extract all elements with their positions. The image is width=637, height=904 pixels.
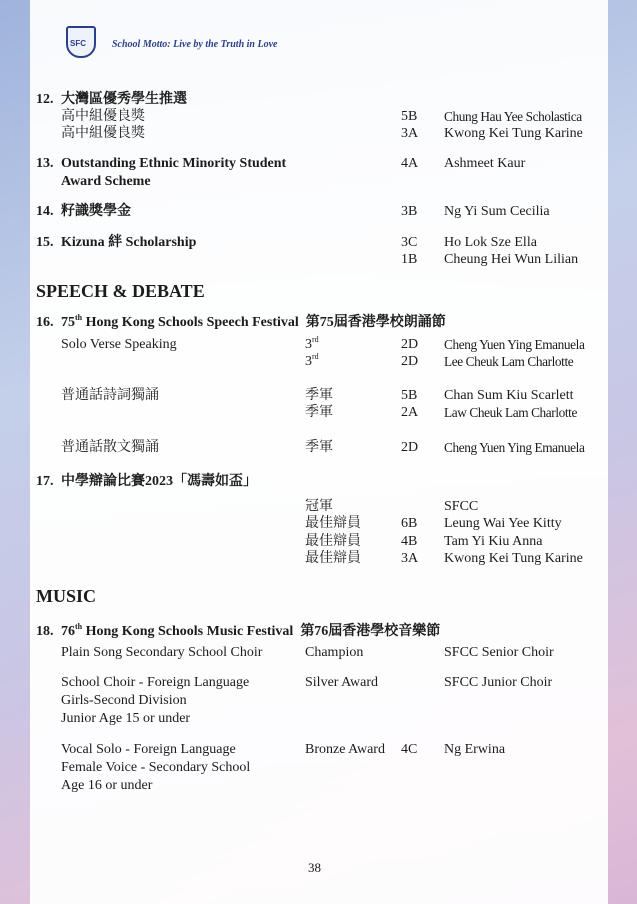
item-number: 18. (36, 624, 54, 639)
item-number: 12. (36, 92, 54, 107)
item-title: 大灣區優秀學生推選 (61, 92, 187, 107)
student-name: SFCC Senior Choir (444, 645, 554, 660)
category-label: Vocal Solo - Foreign Language (61, 742, 236, 757)
award-ordinal: 3 (305, 354, 312, 369)
item-title: Kizuna 絆 Scholarship (61, 235, 197, 250)
category-label: Solo Verse Speaking (61, 337, 177, 352)
class-code: 5B (401, 109, 418, 124)
category-label-line3: Junior Age 15 or under (61, 711, 191, 726)
item-title: 籽識獎學金 (61, 204, 131, 219)
class-code: 5B (401, 388, 418, 403)
award-text: Bronze Award (305, 742, 385, 757)
category-label-line3: Age 16 or under (61, 778, 153, 793)
category-label-line2: Girls-Second Division (61, 693, 187, 708)
award-label: 高中組優良獎 (61, 126, 145, 141)
festival-ordinal: 76 (61, 624, 75, 639)
student-name: Lee Cheuk Lam Charlotte (444, 354, 574, 369)
festival-title: Hong Kong Schools Music Festival (85, 624, 294, 639)
category-label-line2: Female Voice - Secondary School (61, 760, 251, 775)
award-text: Silver Award (305, 675, 378, 690)
festival-title-zh: 第76屆香港學校音樂節 (300, 624, 441, 639)
class-code: 4B (401, 534, 418, 549)
student-name: Chan Sum Kiu Scarlett (444, 388, 574, 403)
award-text: 最佳辯員 (305, 551, 361, 566)
ordinal-suffix: th (75, 622, 83, 631)
school-crest-logo (66, 26, 96, 58)
section-heading-speech-debate: SPEECH & DEBATE (36, 281, 205, 301)
award-ordinal: 3 (305, 337, 312, 352)
student-name: Tam Yi Kiu Anna (444, 534, 543, 549)
student-name: Cheung Hei Wun Lilian (444, 252, 579, 267)
section-heading-music: MUSIC (36, 586, 97, 606)
student-name: SFCC (444, 499, 479, 514)
award-ordinal-suffix: rd (312, 352, 319, 361)
class-code: 4C (401, 742, 418, 757)
item-title (61, 623, 440, 640)
festival-title: Hong Kong Schools Speech Festival (85, 315, 299, 330)
item-number: 14. (36, 204, 54, 219)
student-name: Cheng Yuen Ying Emanuela (444, 440, 585, 455)
award-label: 高中組優良獎 (61, 109, 145, 124)
item-title-line2: Award Scheme (61, 174, 151, 189)
award-text: 冠軍 (305, 499, 333, 514)
class-code: 3A (401, 551, 419, 566)
logo-lettering: SFC (70, 39, 86, 48)
class-code: 1B (401, 252, 418, 267)
award-text: 最佳辯員 (305, 534, 361, 549)
category-label: 普通話散文獨誦 (61, 440, 159, 455)
class-code: 4A (401, 156, 419, 171)
category-label: School Choir - Foreign Language (61, 675, 250, 690)
class-code: 2D (401, 354, 419, 369)
student-name: Kwong Kei Tung Karine (444, 551, 583, 566)
student-name: Kwong Kei Tung Karine (444, 126, 583, 141)
student-name: Law Cheuk Lam Charlotte (444, 405, 577, 420)
ordinal-suffix: th (75, 313, 83, 322)
award-text: 最佳辯員 (305, 516, 361, 531)
class-code: 2D (401, 440, 419, 455)
award-ordinal-suffix: rd (312, 335, 319, 344)
class-code: 2D (401, 337, 419, 352)
student-name: Ng Erwina (444, 742, 506, 757)
class-code: 3C (401, 235, 418, 250)
item-number: 13. (36, 156, 54, 171)
class-code: 2A (401, 405, 419, 420)
item-number: 16. (36, 315, 54, 330)
award-text: 季軍 (305, 388, 333, 403)
school-motto: School Motto: Live by the Truth in Love (112, 39, 278, 50)
student-name: Ho Lok Sze Ella (444, 235, 537, 250)
student-name: SFCC Junior Choir (444, 675, 553, 690)
category-label: 普通話詩詞獨誦 (61, 388, 159, 403)
award-text: Champion (305, 645, 364, 660)
class-code: 6B (401, 516, 418, 531)
award-text (305, 336, 319, 353)
student-name: Leung Wai Yee Kitty (444, 516, 562, 531)
festival-ordinal: 75 (61, 315, 75, 330)
award-text (305, 353, 319, 370)
student-name: Chung Hau Yee Scholastica (444, 109, 582, 124)
class-code: 3B (401, 204, 418, 219)
item-title (61, 314, 446, 331)
item-number: 15. (36, 235, 54, 250)
award-text: 季軍 (305, 440, 333, 455)
student-name: Ashmeet Kaur (444, 156, 526, 171)
item-title: 中學辯論比賽2023「馮壽如盃」 (61, 474, 257, 489)
award-text: 季軍 (305, 405, 333, 420)
category-label: Plain Song Secondary School Choir (61, 645, 263, 660)
item-title: Outstanding Ethnic Minority Student (61, 156, 287, 171)
student-name: Cheng Yuen Ying Emanuela (444, 337, 585, 352)
student-name: Ng Yi Sum Cecilia (444, 204, 550, 219)
class-code: 3A (401, 126, 419, 141)
page-number: 38 (308, 860, 321, 875)
festival-title-zh: 第75屆香港學校朗誦節 (305, 315, 446, 330)
item-number: 17. (36, 474, 54, 489)
